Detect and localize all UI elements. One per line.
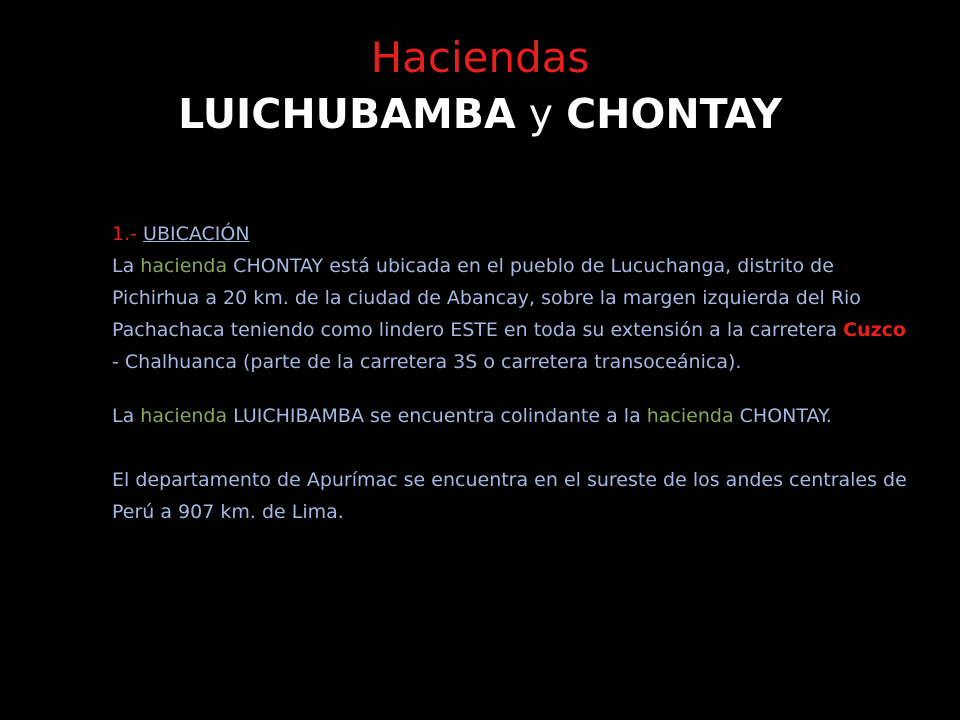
title-luichubamba: LUICHUBAMBA	[178, 90, 516, 138]
section-title: UBICACIÓN	[143, 223, 250, 245]
paragraph-apurimac	[112, 464, 912, 528]
section-heading	[112, 218, 912, 250]
paragraph-luichibamba	[112, 400, 912, 432]
paragraph-spacer	[112, 378, 912, 400]
title-connector: y	[515, 90, 567, 138]
paragraph-spacer	[112, 432, 912, 464]
p1-text-1: La	[112, 255, 141, 277]
p2-hacienda-word-1: hacienda	[140, 405, 228, 427]
p2-text-1: La	[112, 405, 141, 427]
p2-hacienda-word-2: hacienda	[646, 405, 734, 427]
title-line-1: Haciendas	[370, 33, 590, 82]
section-number: 1.-	[112, 223, 144, 245]
title-line-2	[0, 86, 960, 142]
p2-text-3: CHONTAY.	[733, 405, 832, 427]
p1-hacienda-word: hacienda	[140, 255, 228, 277]
p1-text-3: - Chalhuanca (parte de la carretera 3S o carretera transoceánica).	[112, 351, 742, 373]
p3-text: El departamento de Apurímac se encuentra en el sureste de los andes centrales de Perú a 907 km. de Lima.	[112, 469, 907, 523]
paragraph-chontay-location	[112, 250, 912, 378]
slide-title	[0, 30, 960, 142]
p2-text-2: LUICHIBAMBA se encuentra colindante a la	[227, 405, 647, 427]
title-chontay: CHONTAY	[566, 90, 782, 138]
slide-body	[112, 218, 912, 528]
p1-cuzco-word: Cuzco	[843, 319, 906, 341]
p1-text-2: CHONTAY está ubicada en el pueblo de Lucuchanga, distrito de Pichirhua a 20 km. de la ciudad de Abancay, sobre la margen izquierda del Rio Pachachaca teniendo como lindero ESTE en toda su extensión a la carretera	[112, 255, 861, 341]
